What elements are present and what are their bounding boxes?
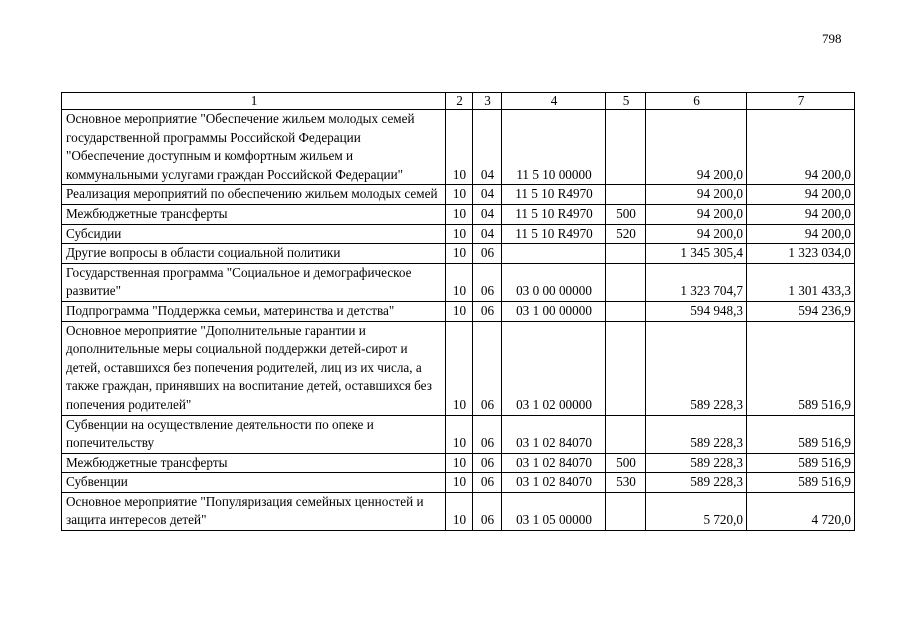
column-header: 7 <box>747 93 855 110</box>
row-subsection-cell: 06 <box>473 492 502 530</box>
row-amount-col7-cell: 594 236,9 <box>747 301 855 321</box>
row-name-cell: Основное мероприятие "Дополнительные гарантии и дополнительные меры социальной поддержки детей-сирот и детей, оставшихся без попечения родителей, лиц из их числа, а также граждан, принявших на воспитание детей, оставшихся без попечения родителей" <box>62 321 446 415</box>
row-name-cell: Основное мероприятие "Популяризация семейных ценностей и защита интересов детей" <box>62 492 446 530</box>
row-expense-type-cell <box>606 244 646 264</box>
row-expense-type-cell <box>606 110 646 185</box>
page-number: 798 <box>822 31 842 46</box>
row-expense-type-cell: 520 <box>606 224 646 244</box>
row-expense-type-cell <box>606 263 646 301</box>
row-amount-col7-cell: 589 516,9 <box>747 415 855 453</box>
row-subsection-cell: 04 <box>473 224 502 244</box>
row-subsection-cell: 06 <box>473 415 502 453</box>
column-header: 1 <box>62 93 446 110</box>
row-name-cell: Субвенции на осуществление деятельности по опеке и попечительству <box>62 415 446 453</box>
column-header: 3 <box>473 93 502 110</box>
row-subsection-cell: 06 <box>473 453 502 473</box>
table-header-row <box>62 93 855 110</box>
column-header: 5 <box>606 93 646 110</box>
row-subsection-cell: 06 <box>473 321 502 415</box>
row-amount-col6-cell: 1 345 305,4 <box>646 244 747 264</box>
budget-table <box>61 92 855 531</box>
row-section-cell: 10 <box>446 204 473 224</box>
table-row <box>62 244 855 264</box>
row-target-article-cell: 11 5 10 R4970 <box>502 224 606 244</box>
row-expense-type-cell <box>606 415 646 453</box>
row-section-cell: 10 <box>446 185 473 205</box>
row-subsection-cell: 04 <box>473 204 502 224</box>
table-row <box>62 224 855 244</box>
row-amount-col6-cell: 94 200,0 <box>646 224 747 244</box>
row-expense-type-cell: 500 <box>606 453 646 473</box>
row-section-cell: 10 <box>446 244 473 264</box>
row-amount-col6-cell: 594 948,3 <box>646 301 747 321</box>
row-subsection-cell: 06 <box>473 244 502 264</box>
row-target-article-cell: 03 1 02 84070 <box>502 473 606 493</box>
row-name-cell: Субсидии <box>62 224 446 244</box>
row-name-cell: Межбюджетные трансферты <box>62 204 446 224</box>
row-amount-col6-cell: 94 200,0 <box>646 204 747 224</box>
row-target-article-cell: 03 1 02 84070 <box>502 453 606 473</box>
table-row <box>62 185 855 205</box>
table-row <box>62 415 855 453</box>
row-amount-col7-cell: 1 323 034,0 <box>747 244 855 264</box>
row-section-cell: 10 <box>446 224 473 244</box>
row-target-article-cell: 11 5 10 R4970 <box>502 185 606 205</box>
row-amount-col6-cell: 589 228,3 <box>646 453 747 473</box>
row-expense-type-cell <box>606 492 646 530</box>
row-amount-col6-cell: 589 228,3 <box>646 415 747 453</box>
row-subsection-cell: 04 <box>473 185 502 205</box>
row-amount-col7-cell: 589 516,9 <box>747 473 855 493</box>
table-row <box>62 301 855 321</box>
row-section-cell: 10 <box>446 492 473 530</box>
row-target-article-cell: 11 5 10 00000 <box>502 110 606 185</box>
row-name-cell: Межбюджетные трансферты <box>62 453 446 473</box>
row-section-cell: 10 <box>446 415 473 453</box>
row-subsection-cell: 06 <box>473 263 502 301</box>
row-target-article-cell: 03 1 00 00000 <box>502 301 606 321</box>
row-target-article-cell: 11 5 10 R4970 <box>502 204 606 224</box>
row-subsection-cell: 04 <box>473 110 502 185</box>
row-amount-col6-cell: 94 200,0 <box>646 185 747 205</box>
row-expense-type-cell: 530 <box>606 473 646 493</box>
row-name-cell: Другие вопросы в области социальной политики <box>62 244 446 264</box>
row-target-article-cell: 03 1 02 84070 <box>502 415 606 453</box>
table-row <box>62 204 855 224</box>
row-amount-col6-cell: 94 200,0 <box>646 110 747 185</box>
row-amount-col6-cell: 589 228,3 <box>646 473 747 493</box>
row-subsection-cell: 06 <box>473 473 502 493</box>
row-expense-type-cell <box>606 301 646 321</box>
row-target-article-cell <box>502 244 606 264</box>
row-name-cell: Государственная программа "Социальное и демографическое развитие" <box>62 263 446 301</box>
row-expense-type-cell <box>606 185 646 205</box>
table-row <box>62 321 855 415</box>
row-target-article-cell: 03 0 00 00000 <box>502 263 606 301</box>
row-section-cell: 10 <box>446 301 473 321</box>
row-name-cell: Подпрограмма "Поддержка семьи, материнства и детства" <box>62 301 446 321</box>
column-header: 6 <box>646 93 747 110</box>
row-amount-col7-cell: 4 720,0 <box>747 492 855 530</box>
row-expense-type-cell <box>606 321 646 415</box>
table-row <box>62 110 855 185</box>
row-amount-col7-cell: 589 516,9 <box>747 321 855 415</box>
table-row <box>62 263 855 301</box>
row-subsection-cell: 06 <box>473 301 502 321</box>
row-amount-col7-cell: 589 516,9 <box>747 453 855 473</box>
row-section-cell: 10 <box>446 321 473 415</box>
row-amount-col7-cell: 94 200,0 <box>747 224 855 244</box>
row-amount-col7-cell: 94 200,0 <box>747 204 855 224</box>
column-header: 4 <box>502 93 606 110</box>
row-target-article-cell: 03 1 02 00000 <box>502 321 606 415</box>
row-amount-col6-cell: 589 228,3 <box>646 321 747 415</box>
row-section-cell: 10 <box>446 453 473 473</box>
row-amount-col7-cell: 94 200,0 <box>747 110 855 185</box>
row-amount-col6-cell: 5 720,0 <box>646 492 747 530</box>
row-section-cell: 10 <box>446 110 473 185</box>
table-row <box>62 492 855 530</box>
row-target-article-cell: 03 1 05 00000 <box>502 492 606 530</box>
row-name-cell: Основное мероприятие "Обеспечение жильем молодых семей государственной программы Российской Федерации "Обеспечение доступным и комфортным жильем и коммунальными услугами граждан Российской Федерации" <box>62 110 446 185</box>
row-amount-col6-cell: 1 323 704,7 <box>646 263 747 301</box>
row-amount-col7-cell: 94 200,0 <box>747 185 855 205</box>
row-name-cell: Реализация мероприятий по обеспечению жильем молодых семей <box>62 185 446 205</box>
table-row <box>62 453 855 473</box>
row-section-cell: 10 <box>446 263 473 301</box>
row-expense-type-cell: 500 <box>606 204 646 224</box>
row-amount-col7-cell: 1 301 433,3 <box>747 263 855 301</box>
row-name-cell: Субвенции <box>62 473 446 493</box>
table-row <box>62 473 855 493</box>
row-section-cell: 10 <box>446 473 473 493</box>
column-header: 2 <box>446 93 473 110</box>
